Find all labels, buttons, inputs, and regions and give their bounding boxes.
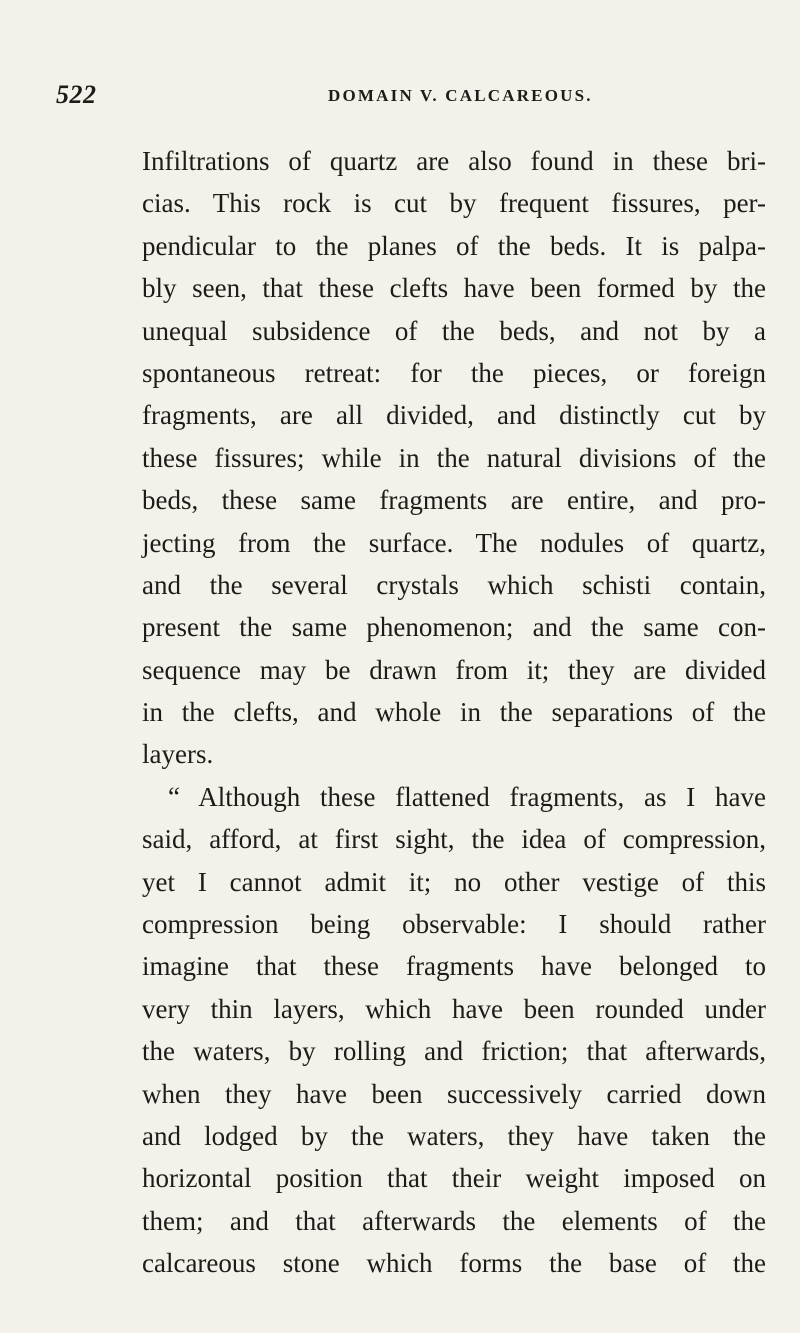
- page-header: [56, 78, 756, 118]
- text-line: unequal subsidence of the beds, and not by a: [142, 315, 766, 346]
- text-line: calcareous stone which forms the base of the: [142, 1248, 766, 1279]
- text-line: bly seen, that these clefts have been formed by the: [142, 273, 766, 304]
- paragraph-start-line: “ Although these flattened fragments, as I have: [168, 781, 766, 812]
- text-line: pendicular to the planes of the beds. It is palpa-: [142, 230, 766, 261]
- text-line: when they have been successively carried down: [142, 1078, 766, 1109]
- text-line: in the clefts, and whole in the separations of the: [142, 697, 766, 728]
- text-line: very thin layers, which have been rounded under: [142, 993, 766, 1024]
- text-line: Infiltrations of quartz are also found in these bri-: [142, 146, 766, 176]
- text-line: jecting from the surface. The nodules of quartz,: [142, 527, 766, 558]
- paragraph-end-line: layers.: [142, 739, 214, 770]
- text-line: yet I cannot admit it; no other vestige of this: [142, 866, 766, 897]
- text-line: beds, these same fragments are entire, and pro-: [142, 485, 766, 516]
- text-line: and the several crystals which schisti contain,: [142, 569, 766, 600]
- text-line: these fissures; while in the natural divisions of the: [142, 442, 766, 473]
- running-head: DOMAIN V. CALCAREOUS.: [328, 86, 593, 105]
- body-text: [142, 140, 766, 1285]
- text-line: sequence may be drawn from it; they are divided: [142, 654, 766, 685]
- text-line: imagine that these fragments have belonged to: [142, 951, 766, 982]
- text-line: them; and that afterwards the elements of the: [142, 1205, 766, 1236]
- text-line: compression being observable: I should rather: [142, 909, 766, 940]
- text-line: horizontal position that their weight imposed on: [142, 1163, 766, 1194]
- text-line: cias. This rock is cut by frequent fissures, per-: [142, 188, 766, 219]
- text-line: present the same phenomenon; and the same con-: [142, 612, 766, 643]
- text-line: the waters, by rolling and friction; that afterwards,: [142, 1036, 766, 1067]
- text-line: said, afford, at first sight, the idea of compression,: [142, 824, 766, 855]
- text-line: spontaneous retreat: for the pieces, or foreign: [142, 357, 766, 388]
- text-line: and lodged by the waters, they have taken the: [142, 1120, 766, 1151]
- text-line: fragments, are all divided, and distinctly cut by: [142, 400, 766, 431]
- page-number: 522: [56, 80, 97, 109]
